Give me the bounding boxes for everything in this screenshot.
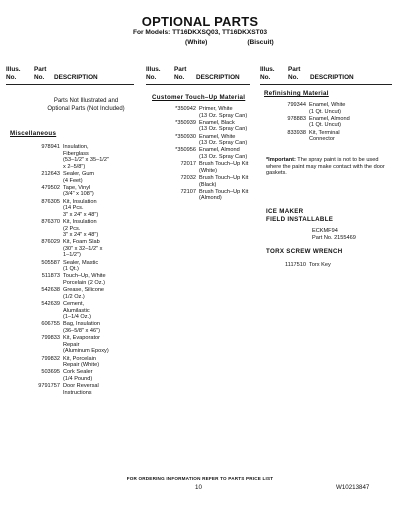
touchup-heading: Customer Touch–Up Material bbox=[152, 94, 246, 101]
list-item bbox=[30, 369, 140, 382]
part-description: Torx Key bbox=[309, 262, 331, 268]
description-header: DESCRIPTION bbox=[196, 74, 240, 81]
part-number: 72107 bbox=[180, 188, 196, 195]
list-item bbox=[166, 175, 266, 188]
part-description: Sealer, Mastic (1 Qt.) bbox=[63, 259, 99, 273]
part-description: Enamel, Black (13 Oz. Spray Can) bbox=[199, 119, 248, 133]
part-number: 876370 bbox=[41, 218, 60, 225]
part-description: Enamel, Almond (1 Qt. Uncut) bbox=[309, 115, 350, 129]
variants-line bbox=[185, 39, 314, 46]
list-item bbox=[30, 260, 140, 273]
list-item bbox=[166, 106, 266, 119]
header-rule-3 bbox=[260, 84, 392, 85]
part-description: Enamel, White (13 Oz. Spray Can) bbox=[199, 133, 248, 147]
list-item bbox=[30, 185, 140, 198]
part-description: Insulation, Fiberglass (53–1/2" x 35–1/2" x 2–5/8") bbox=[63, 144, 109, 170]
touchup-items bbox=[166, 106, 266, 202]
torx-heading: TORX SCREW WRENCH bbox=[266, 248, 343, 255]
part-description: Kit, Insulation (14 Pcs. 3" x 24" x 48") bbox=[63, 198, 99, 218]
part-description: Bag, Insulation (36–5/8" x 46") bbox=[63, 321, 101, 334]
list-item bbox=[276, 116, 394, 129]
part-number: *350930 bbox=[175, 133, 196, 140]
page-number: 10 bbox=[195, 484, 202, 491]
part-description: Brush Touch–Up Kit (Black) bbox=[199, 174, 249, 188]
list-item bbox=[166, 161, 266, 174]
part-number: 1117510 bbox=[285, 262, 306, 268]
variant-white: (White) bbox=[185, 39, 208, 46]
part-description: Brush Touch–Up Kit (Almond) bbox=[199, 188, 249, 202]
list-item bbox=[30, 301, 140, 321]
list-item bbox=[276, 262, 394, 269]
part-number: 606755 bbox=[41, 321, 60, 328]
part-description: Grease, Silicone (1/2 Oz.) bbox=[63, 287, 105, 300]
description-header: DESCRIPTION bbox=[54, 74, 98, 81]
important-note bbox=[266, 157, 390, 177]
part-number: 479502 bbox=[41, 184, 60, 191]
ice-maker-kit: ECKMF94 Part No. 2155469 bbox=[312, 228, 356, 241]
refinishing-heading: Refinishing Material bbox=[264, 90, 329, 97]
part-number: 876029 bbox=[41, 239, 60, 246]
list-item bbox=[166, 147, 266, 160]
refinishing-items bbox=[276, 102, 394, 143]
part-number: 9791757 bbox=[38, 383, 60, 390]
models-line: For Models: TT16DKXSQ03, TT16DKXST03 bbox=[132, 29, 268, 36]
page-title: OPTIONAL PARTS bbox=[141, 14, 259, 29]
ordering-note: FOR ORDERING INFORMATION REFER TO PARTS PRICE LIST bbox=[126, 476, 274, 481]
part-number: 978883 bbox=[287, 115, 306, 122]
part-no-header: Part No. bbox=[174, 66, 187, 81]
part-number: *350939 bbox=[175, 119, 196, 126]
part-number: 799832 bbox=[41, 355, 60, 362]
part-number: 72032 bbox=[180, 174, 196, 181]
not-illustrated-note: Parts Not Illustrated and Optional Parts (Not Included) bbox=[47, 98, 125, 112]
part-number: 799344 bbox=[287, 102, 306, 108]
list-item bbox=[30, 144, 140, 170]
part-description: Cement, Alumilastic (1–1/4 Oz.) bbox=[63, 301, 91, 321]
part-number: 876305 bbox=[41, 198, 60, 205]
list-item bbox=[30, 273, 140, 286]
header-rule-1 bbox=[6, 84, 134, 85]
list-item bbox=[30, 287, 140, 300]
list-item bbox=[166, 189, 266, 202]
important-label: *Important: bbox=[266, 157, 296, 163]
part-description: Cork Sealer (1/4 Pound) bbox=[63, 369, 93, 382]
part-number: 542638 bbox=[41, 287, 60, 294]
part-description: Brush Touch–Up Kit (White) bbox=[199, 161, 249, 174]
part-number: 978941 bbox=[41, 144, 60, 150]
part-description: Enamel, White (1 Qt. Uncut) bbox=[309, 102, 346, 115]
list-item bbox=[166, 120, 266, 133]
part-number: 505587 bbox=[41, 259, 60, 266]
misc-heading: Miscellaneous bbox=[10, 130, 57, 137]
part-number: 72017 bbox=[180, 161, 196, 168]
part-description: Enamel, Almond (13 Oz. Spray Can) bbox=[199, 147, 248, 160]
part-no-header: Part No. bbox=[288, 66, 301, 81]
illus-no-header: Illus. No. bbox=[146, 66, 161, 81]
header-rule-2 bbox=[146, 84, 250, 85]
part-description: Kit, Porcelain Repair (White) bbox=[63, 355, 100, 369]
list-item bbox=[276, 130, 394, 143]
misc-items bbox=[30, 144, 140, 397]
list-item bbox=[276, 102, 394, 115]
part-number: 503695 bbox=[41, 369, 60, 376]
part-number: 799833 bbox=[41, 335, 60, 342]
list-item bbox=[30, 356, 140, 369]
list-item bbox=[30, 171, 140, 184]
part-number: *350942 bbox=[175, 106, 196, 112]
part-description: Kit, Evaporator Repair (Aluminum Epoxy) bbox=[63, 335, 109, 355]
list-item bbox=[30, 199, 140, 219]
part-description: Kit, Insulation (2 Pcs. 3" x 24" x 48") bbox=[63, 218, 99, 239]
part-description: Door Reversal Instructions bbox=[63, 383, 99, 396]
part-number: 833938 bbox=[287, 129, 306, 136]
part-number: 542639 bbox=[41, 301, 60, 307]
part-description: Sealer, Gum (4 Feet) bbox=[63, 170, 95, 184]
part-number: *350956 bbox=[175, 147, 196, 154]
part-description: Kit, Foam Slab (30" x 32–1/2" x 1–1/2") bbox=[63, 239, 103, 259]
part-description: Primer, White (13 Oz. Spray Can) bbox=[199, 106, 248, 119]
part-no-header: Part No. bbox=[34, 66, 47, 81]
list-item bbox=[30, 239, 140, 259]
important-text: The spray paint is not to be used where the paint may make contact with the door gaskets. bbox=[266, 157, 385, 177]
variant-biscuit: (Biscuit) bbox=[247, 39, 274, 46]
description-header: DESCRIPTION bbox=[310, 74, 354, 81]
list-item bbox=[30, 219, 140, 239]
part-description: Kit, Terminal Connector bbox=[309, 129, 340, 143]
list-item bbox=[30, 383, 140, 396]
part-number: 212643 bbox=[41, 170, 60, 177]
list-item bbox=[30, 321, 140, 334]
ice-maker-heading: ICE MAKER FIELD INSTALLABLE bbox=[266, 208, 334, 223]
list-item bbox=[166, 134, 266, 147]
torx-items bbox=[276, 262, 394, 269]
part-description: Touch–Up, White Porcelain (2 Oz.) bbox=[63, 273, 106, 287]
list-item bbox=[30, 335, 140, 355]
illus-no-header: Illus. No. bbox=[6, 66, 21, 81]
document-number: W10213847 bbox=[336, 484, 370, 491]
part-description: Tape, Vinyl (3/4" x 108") bbox=[63, 184, 94, 198]
illus-no-header: Illus. No. bbox=[260, 66, 275, 81]
part-number: 511873 bbox=[41, 273, 60, 280]
